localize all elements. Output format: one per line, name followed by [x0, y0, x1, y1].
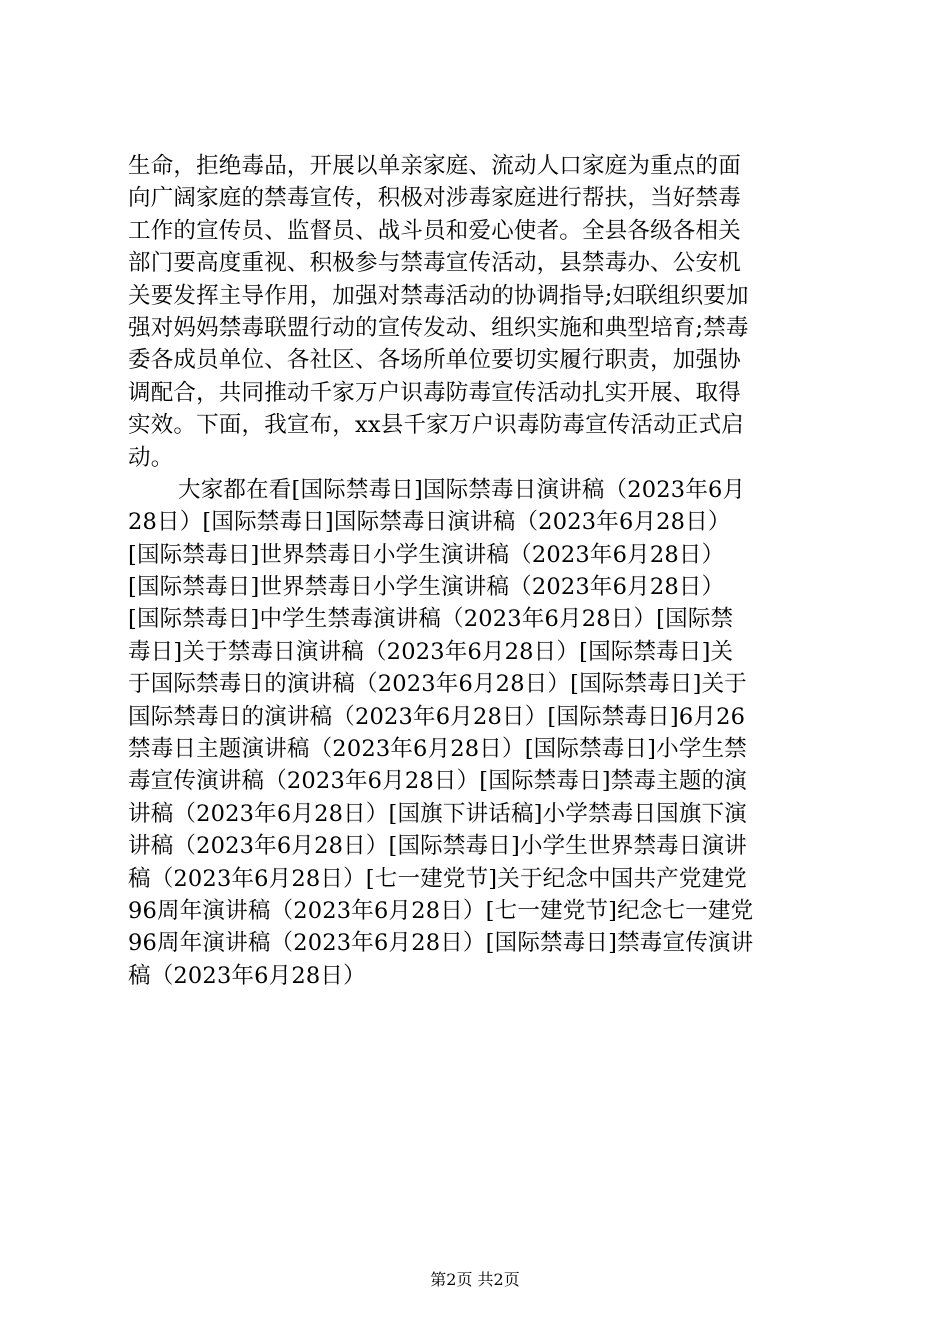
- text-line: 96周年演讲稿（2023年6月28日）[七一建党节]纪念七一建党: [128, 897, 754, 924]
- text-line: 毒日]关于禁毒日演讲稿（2023年6月28日）[国际禁毒日]关: [128, 638, 734, 665]
- text-line: 委各成员单位、各社区、各场所单位要切实履行职责，加强协: [128, 347, 741, 374]
- paragraph-2: [128, 474, 828, 992]
- text-line: 部门要高度重视、积极参与禁毒宣传活动，县禁毒办、公安机: [128, 250, 741, 277]
- text-line: 讲稿（2023年6月28日）[国旗下讲话稿]小学禁毒日国旗下演: [128, 800, 747, 827]
- text-line: 讲稿（2023年6月28日）[国际禁毒日]小学生世界禁毒日演讲: [128, 833, 747, 860]
- text-line: 工作的宣传员、监督员、战斗员和爱心使者。全县各级各相关: [128, 217, 741, 244]
- text-line: 向广阔家庭的禁毒宣传，积极对涉毒家庭进行帮扶，当好禁毒: [128, 185, 741, 212]
- text-line: 稿（2023年6月28日）: [128, 962, 366, 989]
- paragraph-1: [128, 150, 828, 474]
- text-line: 调配合，共同推动千家万户识毒防毒宣传活动扎实开展、取得: [128, 379, 741, 406]
- text-line: 禁毒日主题演讲稿（2023年6月28日）[国际禁毒日]小学生禁: [128, 736, 747, 763]
- text-line: [国际禁毒日]世界禁毒日小学生演讲稿（2023年6月28日）: [128, 541, 725, 568]
- text-line: 毒宣传演讲稿（2023年6月28日）[国际禁毒日]禁毒主题的演: [128, 768, 747, 795]
- text-line: 于国际禁毒日的演讲稿（2023年6月28日）[国际禁毒日]关于: [128, 671, 747, 698]
- text-line: 国际禁毒日的演讲稿（2023年6月28日）[国际禁毒日]6月26: [128, 703, 746, 730]
- text-line: 稿（2023年6月28日）[七一建党节]关于纪念中国共产党建党: [128, 865, 747, 892]
- text-line: 96周年演讲稿（2023年6月28日）[国际禁毒日]禁毒宣传演讲: [128, 930, 754, 957]
- document-body: [128, 150, 828, 992]
- text-line: 关要发挥主导作用，加强对禁毒活动的协调指导;妇联组织要加: [128, 282, 749, 309]
- text-line: 动。: [128, 444, 174, 471]
- text-line: 生命，拒绝毒品，开展以单亲家庭、流动人口家庭为重点的面: [128, 153, 741, 179]
- page-number: 第2页 共2页: [430, 1270, 520, 1289]
- text-line: [国际禁毒日]世界禁毒日小学生演讲稿（2023年6月28日）: [128, 574, 725, 601]
- text-line: 28日）[国际禁毒日]国际禁毒日演讲稿（2023年6月28日）: [128, 509, 731, 536]
- text-line: 大家都在看[国际禁毒日]国际禁毒日演讲稿（2023年6月: [178, 476, 746, 503]
- text-line: [国际禁毒日]中学生禁毒演讲稿（2023年6月28日）[国际禁: [128, 606, 734, 633]
- text-line: 实效。下面，我宣布，xx县千家万户识毒防毒宣传活动正式启: [128, 412, 744, 439]
- page-footer: [0, 1270, 950, 1290]
- text-line: 强对妈妈禁毒联盟行动的宣传发动、组织实施和典型培育;禁毒: [128, 314, 749, 341]
